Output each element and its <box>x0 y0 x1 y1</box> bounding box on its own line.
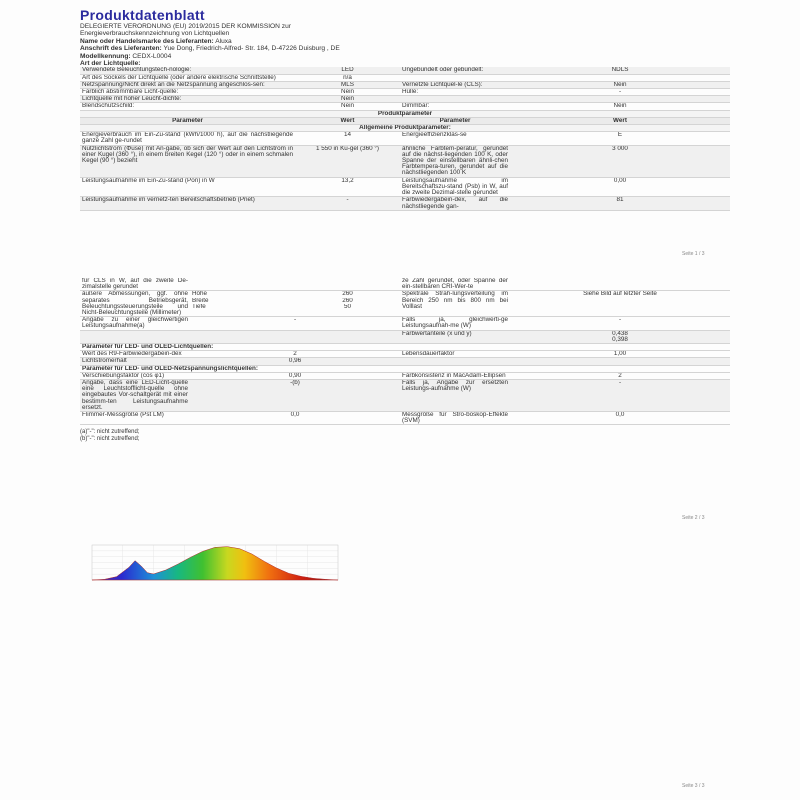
spectral-label: Spektrale Strah-lungsverteilung im Bereich 250 nm bis 800 nm bei Volllast <box>400 291 510 317</box>
param-value: 1 550 in Ku-gel (360 °) <box>295 145 400 177</box>
param-value <box>510 96 730 103</box>
param-value: 14 <box>295 132 400 145</box>
param-value: - <box>510 317 730 330</box>
model-label: Modellkennung: <box>80 52 131 60</box>
param-label: Falls ja, Angabe zur ersetzten Leistungs-aufnahme (W) <box>400 380 510 412</box>
param-label: Lichtquelle mit hoher Leucht-dichte: <box>80 96 295 103</box>
table-row <box>80 81 730 88</box>
param-value: 0,90 <box>190 372 400 379</box>
subtitle-line: Energieverbrauchskennzeichnung von Lichtquellen <box>80 30 230 38</box>
param-value: MLS <box>295 81 400 88</box>
param-label: Lebensdauerfaktor <box>400 351 510 358</box>
dimension-key: Höhe <box>192 291 208 298</box>
model-value: CEDX-L0004 <box>132 52 172 60</box>
param-label: Farbkonsistenz in MacAdam-Ellipsen <box>400 372 510 379</box>
params-table <box>80 111 730 211</box>
dimension-value: 260 <box>342 291 353 298</box>
param-value: 3 000 <box>510 145 730 177</box>
table-row <box>80 96 730 103</box>
param-label: Art des Sockels der Lichtquelle (oder andere elektrische Schnittstelle) <box>80 74 295 81</box>
page-1 <box>80 8 730 211</box>
param-label: Netzspannung/Nicht direkt an die Netzspannung angeschlos-sen: <box>80 81 295 88</box>
mains-section-title: Parameter für LED- und OLED-Netzspannungslichtquellen: <box>80 365 730 372</box>
param-label: Angabe zu einer gleichwertigen Leistungsaufnahme(a) <box>82 316 188 330</box>
spectrum-area <box>92 547 338 580</box>
param-value: Nein <box>295 103 400 110</box>
page-title: Produktdatenblatt <box>80 7 205 23</box>
param-label: Ungebündelt oder gebündelt: <box>400 67 510 74</box>
param-value: Nein <box>510 81 730 88</box>
param-label: Lichtstromerhalt <box>80 358 190 365</box>
supplier-address-value: Yue Dong, Friedrich-Alfred- Str. 184, D-47226 Duisburg , DE <box>163 45 340 53</box>
dimensions-table <box>190 291 400 310</box>
param-value <box>510 278 730 291</box>
dimension-key: Tiefe <box>192 303 206 310</box>
param-value: 0,438 0,398 <box>510 330 730 343</box>
param-label: ze Zahl gerundet, oder Spanne der ein-stellbaren CRI-Wer-te <box>402 278 508 291</box>
table-row <box>80 145 730 177</box>
col-value-1: Wert <box>295 117 400 124</box>
param-value: - <box>510 380 730 412</box>
param-value: n/a <box>295 74 400 81</box>
param-value: 81 <box>510 197 730 210</box>
param-label <box>80 330 190 343</box>
param-label: Verwendete Beleuchtungstech-nologie: <box>80 67 295 74</box>
table-row <box>80 132 730 145</box>
param-value <box>510 358 730 365</box>
param-label: Energieeffizienzklas-se <box>400 132 510 145</box>
param-label: Falls ja, gleichwerti-ge Leistungsaufnah-me (W) <box>402 316 508 330</box>
param-value: - <box>510 89 730 96</box>
table-row <box>80 317 730 330</box>
col-param-2: Parameter <box>400 117 510 124</box>
page-number-3: Seite 3 / 3 <box>682 783 705 789</box>
param-label: Farblich abstimmbare Licht-quelle: <box>80 89 295 96</box>
param-label: Vernetzte Lichtquel-le (CLS): <box>400 81 510 88</box>
dimension-key: Breite <box>192 297 209 304</box>
table-row <box>80 412 730 425</box>
dimension-value: 260 <box>342 297 353 304</box>
param-label <box>400 74 510 81</box>
param-value: 1,00 <box>510 351 730 358</box>
table-row <box>80 330 730 343</box>
params-section-title: Produktparameter <box>80 111 730 118</box>
supplier-name-value: Aluxa <box>215 37 232 45</box>
param-value: 0,00 <box>510 177 730 197</box>
param-value: 0,96 <box>190 358 400 365</box>
param-label: Energieverbrauch im Ein-Zu-stand (kWh/1000 h), auf die nächstliegende ganze Zahl ge-rundet <box>82 131 293 145</box>
param-label: Verschiebungsfaktor (cos φ1) <box>80 372 190 379</box>
param-label: Farbwiedergabein-dex, auf die nächstliegende gan- <box>402 196 508 210</box>
param-value: 0,0 <box>190 412 400 425</box>
table-row <box>80 351 730 358</box>
footnote-a: (a)"-": nicht zutreffend; <box>80 429 140 436</box>
param-label: Leistungsaufnahme im Ein-Zu-stand (Pon) in W <box>80 177 295 197</box>
param-value <box>510 74 730 81</box>
page-number-2: Seite 2 / 3 <box>682 515 705 521</box>
param-label: Hülle: <box>400 89 510 96</box>
param-label: für CLS in W, auf die zweite De-zimalstelle gerundet <box>82 278 188 291</box>
param-value: -(b) <box>190 380 400 412</box>
param-value: Nein <box>295 89 400 96</box>
param-value: - <box>295 197 400 210</box>
type-table <box>80 67 730 110</box>
table-row <box>80 278 730 291</box>
table-row <box>80 89 730 96</box>
param-value: - <box>190 317 400 330</box>
param-value: 13,2 <box>295 177 400 197</box>
dimensions-row <box>80 291 730 317</box>
param-label: Nutzlichtstrom (Φuse) mit An-gabe, ob sich der Wert auf den Lichtstrom in einer Kugel (360 °), in einem breiten Kegel (120 °) oder in einem schmalen Kegel (90 °) bezieht <box>80 145 295 177</box>
footnotes <box>80 429 730 443</box>
param-value: NDLS <box>510 67 730 74</box>
param-label <box>400 96 510 103</box>
page-2 <box>80 278 730 443</box>
regulation-line: DELEGIERTE VERORDNUNG (EU) 2019/2015 DER KOMMISSION zur <box>80 23 291 30</box>
param-value: Nein <box>510 103 730 110</box>
supplier-name-label: Name oder Handelsmarke des Lieferanten: <box>80 37 214 45</box>
param-value: 0,0 <box>510 412 730 425</box>
param-value: E <box>510 132 730 145</box>
spectral-value: Siehe Bild auf letzter Seite <box>510 291 730 317</box>
table-row <box>80 358 730 365</box>
param-value: 2 <box>190 351 400 358</box>
param-label: Leistungsaufnahme im vernetz-ten Bereitschaftsbetrieb (Pnet) <box>80 197 295 210</box>
param-label <box>400 358 510 365</box>
col-param-1: Parameter <box>80 117 295 124</box>
param-label: Messgröße für Stro-boskop-Effekte (SVM) <box>402 411 508 425</box>
table-row <box>80 74 730 81</box>
table-row <box>80 372 730 379</box>
table-row <box>80 197 730 210</box>
dimension-value: 50 <box>343 303 351 310</box>
table-row <box>80 67 730 74</box>
page2-table <box>80 278 730 425</box>
led-section-title: Parameter für LED- und OLED-Lichtquellen: <box>80 344 730 351</box>
param-value: Nein <box>295 96 400 103</box>
param-label: Flimmer-Messgröße (Pst LM) <box>80 412 190 425</box>
param-value <box>190 330 400 343</box>
footnote-b: (b)"-": nicht zutreffend; <box>80 436 140 443</box>
supplier-address-line <box>80 45 730 52</box>
param-label: Blendschutzschild: <box>80 103 295 110</box>
col-value-2: Wert <box>510 117 730 124</box>
param-label: Farbwertanteile (x und y) <box>400 330 510 343</box>
page-number-1: Seite 1 / 3 <box>682 251 705 257</box>
general-section-title: Allgemeine Produktparameter: <box>80 125 730 132</box>
spectrum-chart <box>80 542 342 584</box>
param-label: Wert des R9-Farbwiedergabein-dex <box>80 351 190 358</box>
table-row <box>80 103 730 110</box>
light-source-type-label: Art der Lichtquelle: <box>80 60 141 68</box>
model-line <box>80 53 730 60</box>
param-value <box>190 278 400 291</box>
param-label: Leistungsaufnahme im Bereitschaftszu-stand (Psb) in W, auf die zweite Dezimal-stelle gerundet <box>402 177 508 197</box>
param-label: Angabe, dass eine LED-Licht-quelle eine Leuchtstofflicht-quelle ohne eingebautes Vor-schaltgerät mit einer bestimm-ten Leistungsaufnahme ersetzt. <box>82 379 188 411</box>
table-row <box>80 177 730 197</box>
param-value: 2 <box>510 372 730 379</box>
dimensions-label: äußere Abmessungen, ggf. ohne separates Betriebsgerät, Beleuchtungssteuerungsteile und Nicht-Beleuchtungsteile (Millimeter) <box>82 290 188 317</box>
param-value: LED <box>295 67 400 74</box>
dimension-row <box>190 304 400 310</box>
param-label: ähnliche Farbtem-peratur, gerundet auf die nächst-liegenden 100 K, oder Spanne der einstellbaren ähnli-chen Farbtempera-turen, gerundet auf die nächstliegenden 100 K <box>402 145 508 177</box>
supplier-address-label: Anschrift des Lieferanten: <box>80 45 162 53</box>
table-row <box>80 380 730 412</box>
supplier-name-line <box>80 38 730 45</box>
param-label: Dimmbar: <box>400 103 510 110</box>
